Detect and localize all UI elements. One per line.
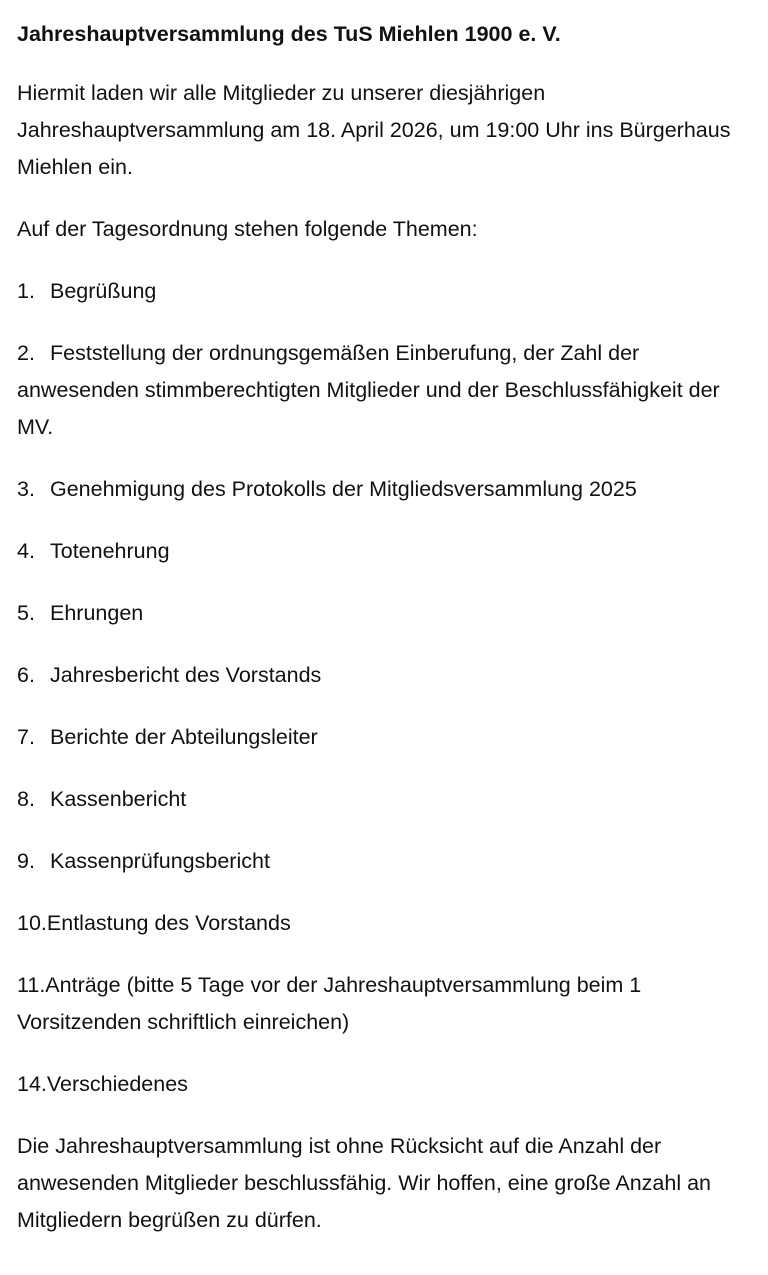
agenda-item-text: Entlastung des Vorstands [46, 911, 291, 935]
agenda-item [17, 719, 757, 756]
agenda-intro: Auf der Tagesordnung stehen folgende Themen: [17, 217, 478, 241]
agenda-item-text: Berichte der Abteilungsleiter [50, 725, 318, 749]
agenda-item-text: Feststellung der ordnungsgemäßen Einberufung, der Zahl der anwesenden stimmberechtigten Mitglieder und der Beschlussfähigkeit der MV. [17, 341, 720, 439]
agenda-item [17, 843, 757, 880]
agenda-item-number: 14. [17, 1072, 47, 1096]
agenda-item-text: Jahresbericht des Vorstands [50, 663, 322, 687]
agenda-item [17, 657, 757, 694]
agenda-item-number: 3. [17, 477, 35, 501]
agenda-item-text: Kassenbericht [50, 787, 187, 811]
agenda-item-number: 2. [17, 341, 35, 365]
agenda-item-number: 7. [17, 725, 35, 749]
agenda-item [17, 335, 757, 446]
agenda-item-number: 11. [17, 973, 46, 997]
agenda-item [17, 1066, 757, 1103]
agenda-item-number: 8. [17, 787, 35, 811]
closing-paragraph: Die Jahreshauptversammlung ist ohne Rücksicht auf die Anzahl der anwesenden Mitglieder beschlussfähig. Wir hoffen, eine große Anzahl an Mitgliedern begrüßen zu dürfen. [17, 1134, 711, 1232]
agenda-item-text: Verschiedenes [46, 1072, 188, 1096]
agenda-item-number: 6. [17, 663, 35, 687]
agenda-item [17, 471, 757, 508]
agenda-item [17, 595, 757, 632]
agenda-item-number: 10. [17, 911, 47, 935]
intro-paragraph: Hiermit laden wir alle Mitglieder zu unserer diesjährigen Jahreshauptversammlung am 18. April 2026, um 19:00 Uhr ins Bürgerhaus Miehlen ein. [17, 81, 731, 179]
agenda-item [17, 781, 757, 818]
agenda-item-number: 1. [17, 279, 35, 303]
document [17, 18, 757, 1264]
document-title: Jahreshauptversammlung des TuS Miehlen 1900 e. V. [17, 22, 561, 46]
agenda-item-number: 4. [17, 539, 35, 563]
agenda-item [17, 905, 757, 942]
agenda-item-text: Genehmigung des Protokolls der Mitgliedsversammlung 2025 [50, 477, 637, 501]
agenda-item-text: Anträge (bitte 5 Tage vor der Jahreshauptversammlung beim 1 Vorsitzenden schriftlich einreichen) [17, 973, 642, 1034]
agenda-item [17, 273, 757, 310]
agenda-item-text: Begrüßung [50, 279, 157, 303]
agenda-item [17, 967, 757, 1041]
agenda-item-text: Kassenprüfungsbericht [50, 849, 270, 873]
agenda-item-number: 9. [17, 849, 35, 873]
agenda-item-number: 5. [17, 601, 35, 625]
agenda-item-text: Ehrungen [50, 601, 144, 625]
agenda-item [17, 533, 757, 570]
agenda-item-text: Totenehrung [50, 539, 170, 563]
